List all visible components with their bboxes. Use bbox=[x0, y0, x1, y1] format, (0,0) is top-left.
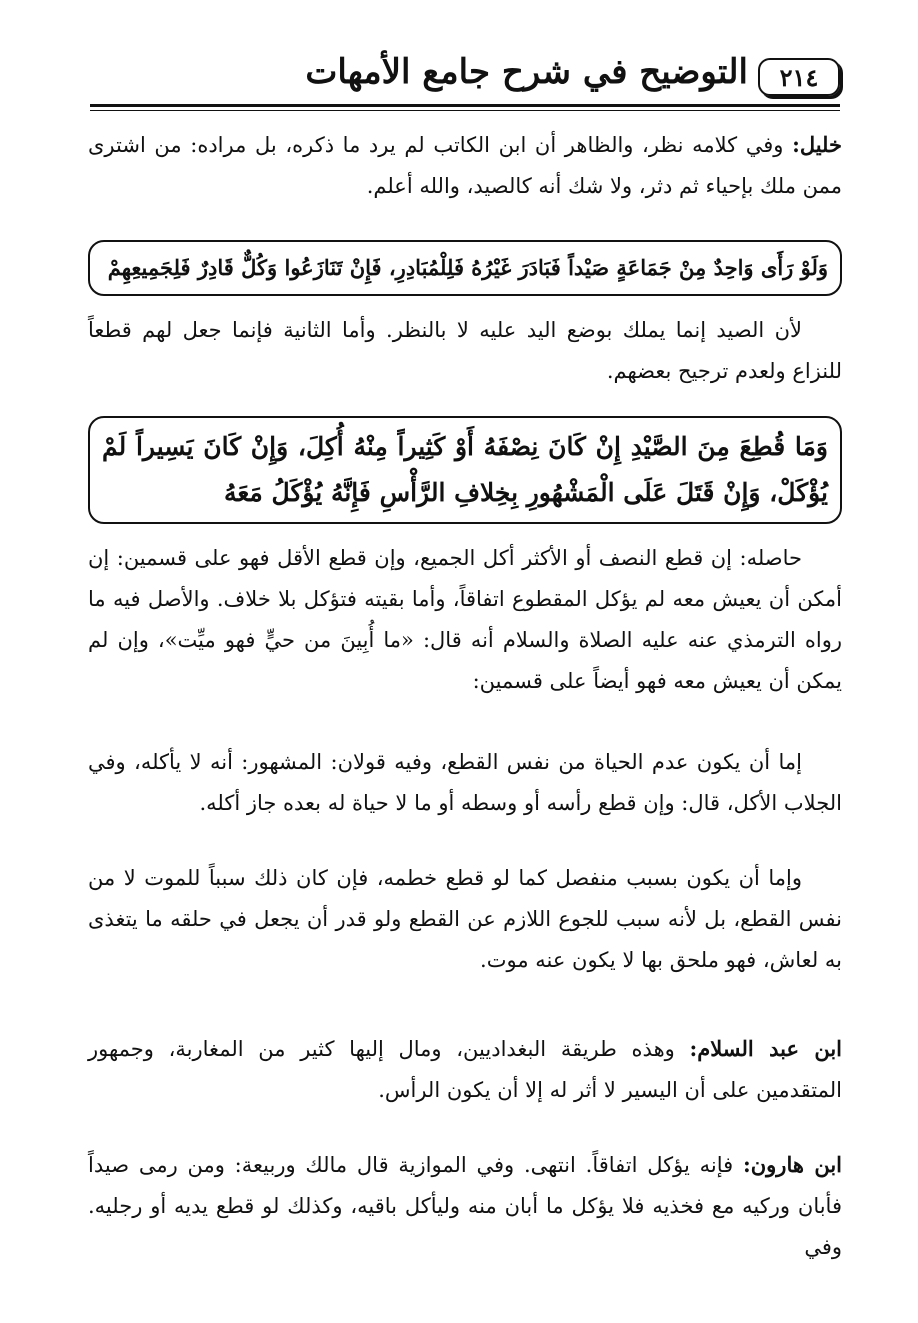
matn-box-1 bbox=[88, 240, 842, 296]
paragraph-text: وهذه طريقة البغداديين، ومال إليها كثير من المغاربة، وجمهور المتقدمين على أن اليسير لا أثر له إلا أن يكون الرأس. bbox=[88, 1037, 842, 1102]
paragraph-text: فإنه يؤكل اتفاقاً. انتهى. وفي الموازية قال مالك وربيعة: ومن رمى صيداً فأبان وركيه مع فخذيه فلا يؤكل ما أبان منه وليأكل باقيه، وكذلك لو قطع يديه أو رجليه. وفي bbox=[88, 1153, 842, 1259]
book-title: التوضيح في شرح جامع الأمهات bbox=[305, 52, 748, 92]
paragraph-text: وإما أن يكون بسبب منفصل كما لو قطع خطمه، فإن كان ذلك سبباً للموت لا من نفس القطع، بل لأنه سبب للجوع اللازم عن القطع ولو قدر أن يجعل في حلقه ما يتغذى به لعاش، فهو ملحق بها لا يكون عنه موت. bbox=[88, 866, 842, 972]
matn-text: وَمَا قُطِعَ مِنَ الصَّيْدِ إِنْ كَانَ نِصْفَهُ أَوْ كَثِيراً مِنْهُ أُكِلَ، وَإِنْ كَانَ يَسِيراً لَمْ يُؤْكَلْ، وَإِنْ قَتَلَ عَلَى الْمَشْهُورِ بِخِلافِ الرَّأْسِ فَإِنَّهُ يُؤْكَلُ مَعَهُ bbox=[102, 432, 828, 507]
paragraph-text: حاصله: إن قطع النصف أو الأكثر أكل الجميع، وإن قطع الأقل فهو على قسمين: إن أمكن أن يعيش معه لم يؤكل المقطوع اتفاقاً، وأما بقيته فتؤكل بلا خلاف. والأصل فيه ما رواه الترمذي عنه عليه الصلاة والسلام أنه قال: «ما أُبِينَ من حيٍّ فهو ميِّت»، وإن لم يمكن أن يعيش معه فهو أيضاً على قسمين: bbox=[88, 546, 842, 693]
paragraph-summary bbox=[88, 538, 842, 702]
paragraph-ibn-harun bbox=[88, 1144, 842, 1268]
matn-text: وَلَوْ رَأَى وَاحِدٌ مِنْ جَمَاعَةٍ صَيْداً فَبَادَرَ غَيْرُهُ فَلِلْمُبَادِرِ، فَإِنْ تَنَازَعُوا وَكُلٌّ قَادِرٌ فَلِجَمِيعِهِمْ bbox=[107, 255, 828, 280]
paragraph-lead: ابن عبد السلام: bbox=[689, 1036, 843, 1061]
header-rule bbox=[90, 104, 840, 107]
page-number-box bbox=[758, 58, 840, 96]
paragraph-ibn-abd-salam bbox=[88, 1028, 842, 1111]
paragraph-khalil bbox=[88, 124, 842, 207]
header-rule-thin bbox=[90, 110, 840, 111]
page-header bbox=[90, 48, 840, 108]
paragraph-lead: ابن هارون: bbox=[742, 1152, 843, 1177]
page-number: ٢١٤ bbox=[779, 62, 819, 92]
matn-box-2 bbox=[88, 416, 842, 524]
paragraph-text: لأن الصيد إنما يملك بوضع اليد عليه لا بالنظر. وأما الثانية فإنما جعل لهم قطعاً للنزاع ولعدم ترجيح بعضهم. bbox=[88, 318, 842, 383]
paragraph-explanation bbox=[88, 310, 842, 392]
paragraph-text: إما أن يكون عدم الحياة من نفس القطع، وفيه قولان: المشهور: أنه لا يأكله، وفي الجلاب الأكل، قال: وإن قطع رأسه أو وسطه أو ما لا حياة له بعده جاز أكله. bbox=[88, 750, 842, 815]
paragraph-second-case bbox=[88, 858, 842, 981]
paragraph-first-case bbox=[88, 742, 842, 824]
paragraph-text: وفي كلامه نظر، والظاهر أن ابن الكاتب لم يرد ما ذكره، بل مراده: من اشترى ممن ملك بإحياء ثم دثر، ولا شك أنه كالصيد، والله أعلم. bbox=[88, 133, 842, 198]
paragraph-lead: خليل: bbox=[792, 132, 842, 157]
